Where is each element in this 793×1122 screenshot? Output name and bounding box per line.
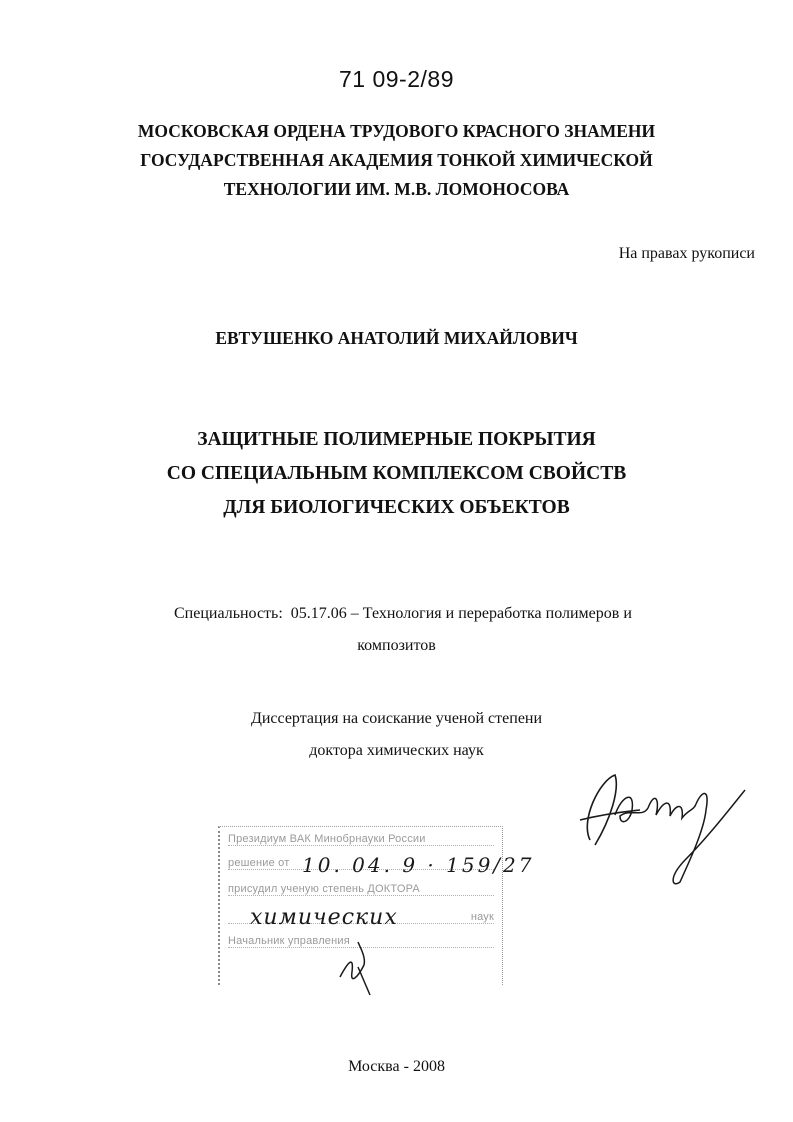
dissertation-title xyxy=(0,423,793,525)
stamp-handwritten-field: химических xyxy=(250,905,398,930)
stamp-line-1: Президиум ВАК Минобрнауки России xyxy=(228,833,494,846)
author-signature xyxy=(560,760,760,890)
manuscript-rights: На правах рукописи xyxy=(618,245,755,262)
registry-number: 71 09-2/89 xyxy=(339,66,454,92)
title-line-3: ДЛЯ БИОЛОГИЧЕСКИХ ОБЪЕКТОВ xyxy=(223,497,570,518)
stamp-handwritten-date: 10. 04. 9 · 159/27 xyxy=(302,853,535,877)
degree-statement xyxy=(0,703,793,767)
institution-line-2: ГОСУДАРСТВЕННАЯ АКАДЕМИЯ ТОНКОЙ ХИМИЧЕСКОЙ xyxy=(140,150,653,170)
stamp-line-2: решение от xyxy=(228,857,494,870)
stamp-line-3: присудил ученую степень ДОКТОРА xyxy=(228,883,494,896)
degree-line-1: Диссертация на соискание ученой степени xyxy=(250,710,543,727)
specialty-code: 05.17.06 – Технология и переработка полимеров и xyxy=(290,605,632,622)
specialty-label: Специальность: xyxy=(174,605,283,622)
institution-line-1: МОСКОВСКАЯ ОРДЕНА ТРУДОВОГО КРАСНОГО ЗНАМЕНИ xyxy=(137,121,656,141)
stamp-signature xyxy=(330,937,410,997)
certification-stamp xyxy=(218,826,535,985)
author-name: ЕВТУШЕНКО АНАТОЛИЙ МИХАЙЛОВИЧ xyxy=(215,328,578,348)
specialty-continuation: композитов xyxy=(357,637,436,654)
title-line-1: ЗАЩИТНЫЕ ПОЛИМЕРНЫЕ ПОКРЫТИЯ xyxy=(197,429,596,450)
institution-line-3: ТЕХНОЛОГИИ ИМ. М.В. ЛОМОНОСОВА xyxy=(223,179,570,199)
stamp-line-5: Начальник управления xyxy=(228,935,494,948)
institution-name xyxy=(0,117,793,204)
stamp-line-4: наук xyxy=(228,911,494,924)
degree-line-2: доктора химических наук xyxy=(309,742,484,759)
title-line-2: СО СПЕЦИАЛЬНЫМ КОМПЛЕКСОМ СВОЙСТВ xyxy=(166,463,627,484)
specialty xyxy=(174,605,632,623)
city-and-year: Москва - 2008 xyxy=(348,1058,445,1075)
